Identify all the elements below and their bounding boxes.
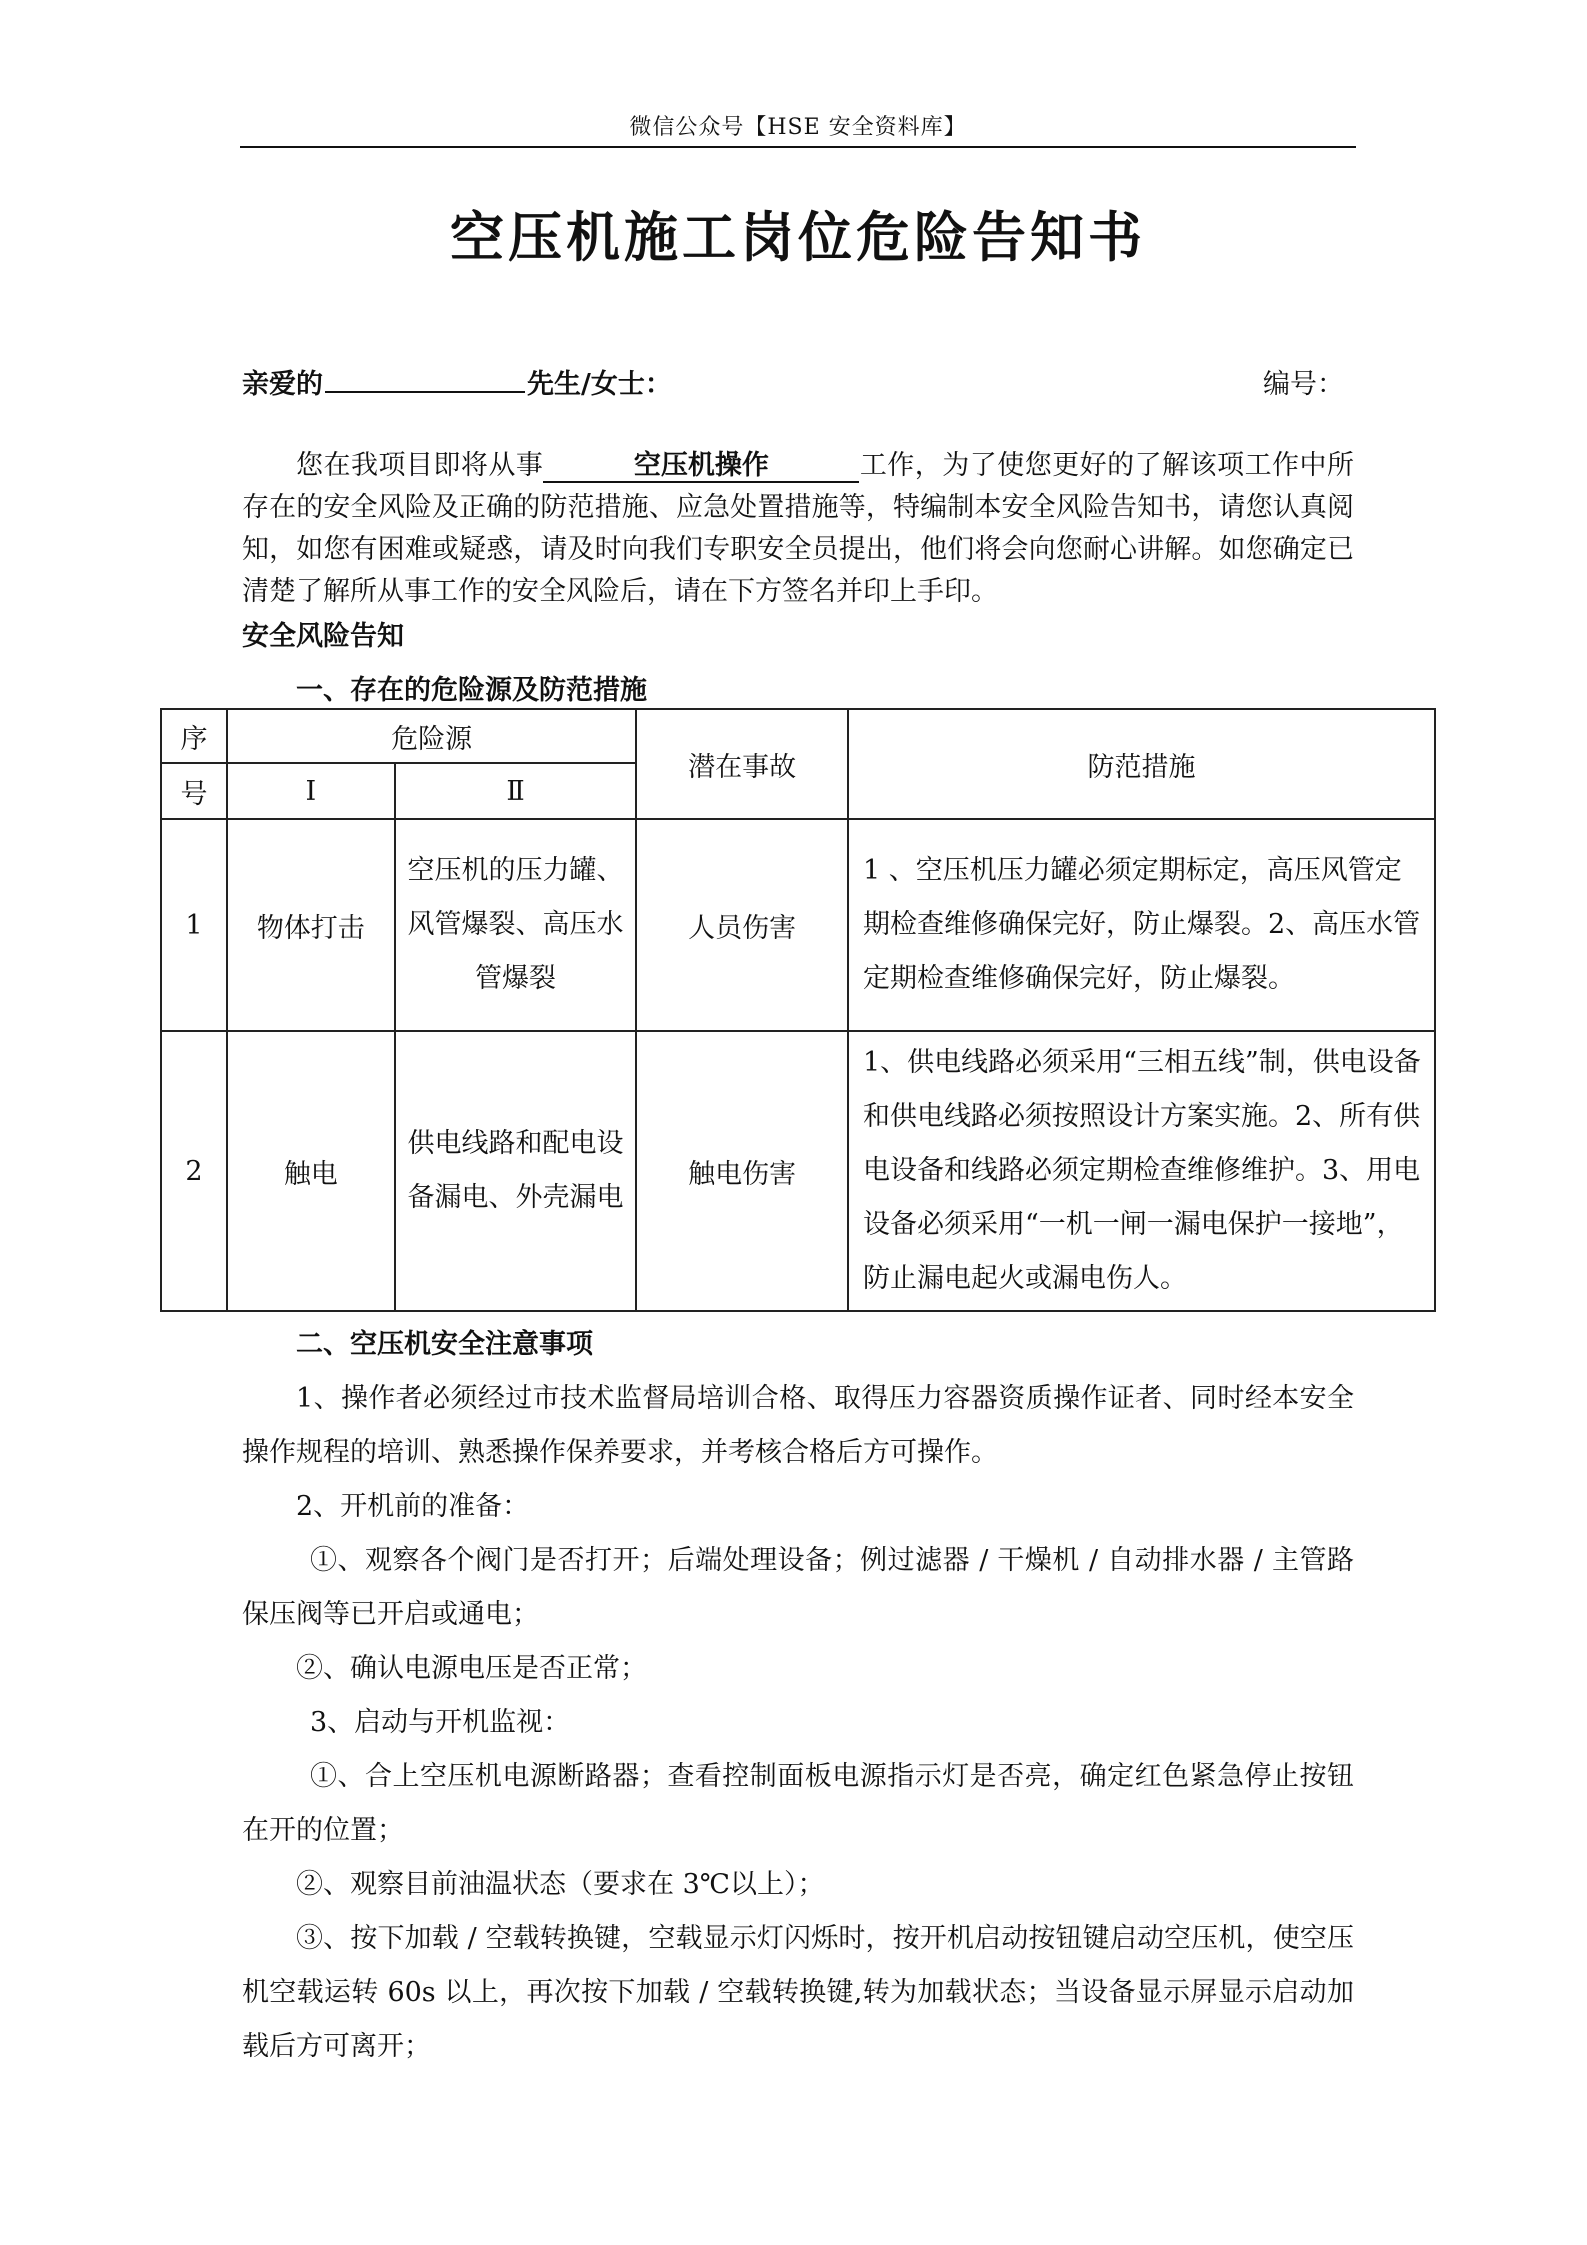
table-row xyxy=(161,819,1435,1031)
note-3-2: ②、观察目前油温状态（要求在 3℃以上）； xyxy=(296,1869,825,1900)
section-two-heading: 二、空压机安全注意事项 xyxy=(296,1329,593,1360)
table-row xyxy=(161,1031,1435,1311)
header-hazard-i: Ⅰ xyxy=(227,763,395,819)
header-seq-line2: 号 xyxy=(161,763,227,819)
salutation-prefix: 亲爱的 xyxy=(242,369,323,400)
row-seq: 2 xyxy=(161,1031,227,1311)
header-divider xyxy=(240,146,1356,148)
row-measures: 1、供电线路必须采用“三相五线”制，供电设备和供电线路必须按照设计方案实施。2、所有供电设备和线路必须定期检查维修维护。3、用电设备必须采用“一机一闸一漏电保护一接地”，防止漏电起火或漏电伤人。 xyxy=(848,1031,1435,1311)
section-two xyxy=(242,1318,1354,2074)
row-accident: 触电伤害 xyxy=(636,1031,848,1311)
note-3-3: ③、按下加载 / 空载转换键，空载显示灯闪烁时，按开机启动按钮键启动空压机，使空压机空载运转 60s 以上，再次按下加载 / 空载转换键,转为加载状态；当设备显示屏显示启动加载后方可离开； xyxy=(242,1923,1354,2062)
row-hazard-i: 物体打击 xyxy=(227,819,395,1031)
note-1: 1、操作者必须经过市技术监督局培训合格、取得压力容器资质操作证者、同时经本安全操作规程的培训、熟悉操作保养要求，并考核合格后方可操作。 xyxy=(242,1383,1354,1468)
note-3-1: ①、合上空压机电源断路器；查看控制面板电源指示灯是否亮，确定红色紧急停止按钮在开的位置； xyxy=(242,1761,1354,1846)
section-safety-heading: 安全风险告知 xyxy=(242,621,404,652)
page-header: 微信公众号【HSE 安全资料库】 xyxy=(629,115,967,140)
intro-paragraph xyxy=(242,445,1354,613)
name-blank xyxy=(325,363,525,393)
number-label: 编号： xyxy=(1263,369,1344,400)
row-seq: 1 xyxy=(161,819,227,1031)
note-2: 2、开机前的准备： xyxy=(296,1491,530,1522)
header-hazard-ii: Ⅱ xyxy=(395,763,637,819)
row-hazard-ii: 供电线路和配电设备漏电、外壳漏电 xyxy=(395,1031,637,1311)
salutation-suffix: 先生/女士： xyxy=(527,369,672,400)
header-hazard: 危险源 xyxy=(227,709,636,763)
hazard-table xyxy=(160,708,1436,1312)
intro-part1: 您在我项目即将从事 xyxy=(296,450,544,481)
header-seq-line1: 序 xyxy=(161,709,227,763)
note-3: 3、启动与开机监视： xyxy=(310,1707,571,1738)
note-2-2: ②、确认电源电压是否正常； xyxy=(296,1653,647,1684)
table-header-row xyxy=(161,709,1435,763)
row-accident: 人员伤害 xyxy=(636,819,848,1031)
note-2-1: ①、观察各个阀门是否打开；后端处理设备；例过滤器 / 干燥机 / 自动排水器 / 主管路保压阀等已开启或通电； xyxy=(242,1545,1354,1630)
row-hazard-i: 触电 xyxy=(227,1031,395,1311)
job-name: 空压机操作 xyxy=(543,451,859,483)
row-hazard-ii: 空压机的压力罐、风管爆裂、高压水管爆裂 xyxy=(395,819,637,1031)
row-measures: 1 、空压机压力罐必须定期标定，高压风管定期检查维修确保完好，防止爆裂。2、高压水管定期检查维修确保完好，防止爆裂。 xyxy=(848,819,1435,1031)
intro-part2: 工作，为了使您更好的了解该项工作中所存在的安全风险及正确的防范措施、应急处置措施等，特编制本安全风险告知书，请您认真阅知，如您有困难或疑惑，请及时向我们专职安全员提出，他们将会向您耐心讲解。如您确定已清楚了解所从事工作的安全风险后，请在下方签名并印上手印。 xyxy=(242,450,1355,607)
section-one-heading: 一、存在的危险源及防范措施 xyxy=(296,675,647,706)
salutation-line xyxy=(242,362,1352,402)
header-measures: 防范措施 xyxy=(848,709,1435,819)
document-title: 空压机施工岗位危险告知书 xyxy=(450,205,1146,269)
header-accident: 潜在事故 xyxy=(636,709,848,819)
